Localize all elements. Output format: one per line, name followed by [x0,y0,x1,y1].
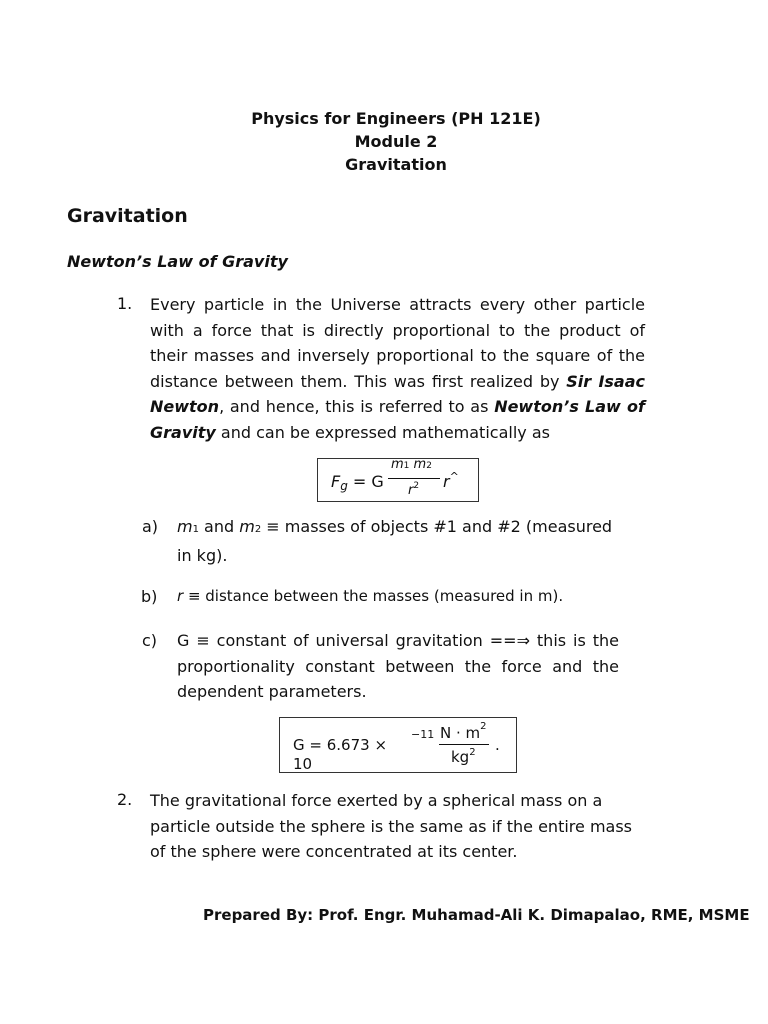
equals-g: = G [347,472,384,491]
paragraph-text: , and hence, this is referred to as [219,397,495,417]
item-paragraph-1 [150,292,645,446]
distance-exponent: 2 [413,481,420,491]
section-title: Gravitation [67,205,188,227]
force-subscript: g [340,479,348,493]
gravitational-constant-box [279,717,517,773]
paragraph-text: and can be expressed mathematically as [215,422,550,442]
item-number-1: 1. [117,294,133,313]
newton-name: Sir Isaac Newton [150,371,645,417]
mass2-subscript: 2 [426,461,432,471]
subitem-label-b: b) [141,587,158,606]
formula-denominator [408,483,419,498]
formula-period: . [495,736,500,754]
mass1: m [391,457,404,472]
law-name: Newton’s Law of Gravity [150,397,645,442]
unit-vector-r: r^ [443,470,459,491]
course-title: Physics for Engineers (PH 121E) [251,109,541,128]
item-number-2: 2. [117,790,133,809]
unit-fraction-bar [439,744,489,745]
subitem-text-a: m1 and m2 ≡ masses of objects #1 and #2 (measured in kg). [177,517,613,565]
formula-gravity-box [317,458,479,502]
subitem-text-c: G ≡ constant of universal gravitation ==⇒ this is the proportionality constant between the force and the dependent parameters. [177,631,619,702]
module-topic: Gravitation [345,155,447,174]
subsection-title: Newton’s Law of Gravity [67,252,288,271]
power-base: 10 [293,755,313,773]
mass2: m [413,457,427,472]
subitem-text-b: r ≡ distance between the masses (measured in m). [177,587,564,605]
distance-r: r [408,483,414,498]
formula-lhs [331,472,384,491]
document-header [0,107,768,176]
unit-denominator: $kg^2$ [451,747,476,766]
power-exponent: −11 [411,728,435,741]
subitem-label-c: c) [142,631,158,650]
hat-symbol: ^ [449,470,459,483]
module-label: Module 2 [354,132,438,151]
fraction-bar [388,478,440,479]
item-paragraph-2: The gravitational force exerted by a spherical mass on a particle outside the sphere is the same as if the entire mass of the sphere were concentrated at its center. [150,791,632,862]
unit-numerator: $N \cdot m^2$ [440,721,487,742]
subitem-label-a: a) [142,517,159,536]
prepared-by-footer: Prepared By: Prof. Engr. Muhamad-Ali K. Dimapalao, RME, MSME [203,906,750,924]
force-symbol: F [331,472,341,491]
paragraph-text: Every particle in the Universe attracts every other particle with a force that is directly proportional to the product of their masses and inversely proportional to the square of the distance between them. This was first realized by [150,295,645,391]
mass1-subscript: 1 [403,461,410,471]
constant-lhs: G = 6.673 × [293,736,388,754]
formula-numerator [391,457,432,472]
